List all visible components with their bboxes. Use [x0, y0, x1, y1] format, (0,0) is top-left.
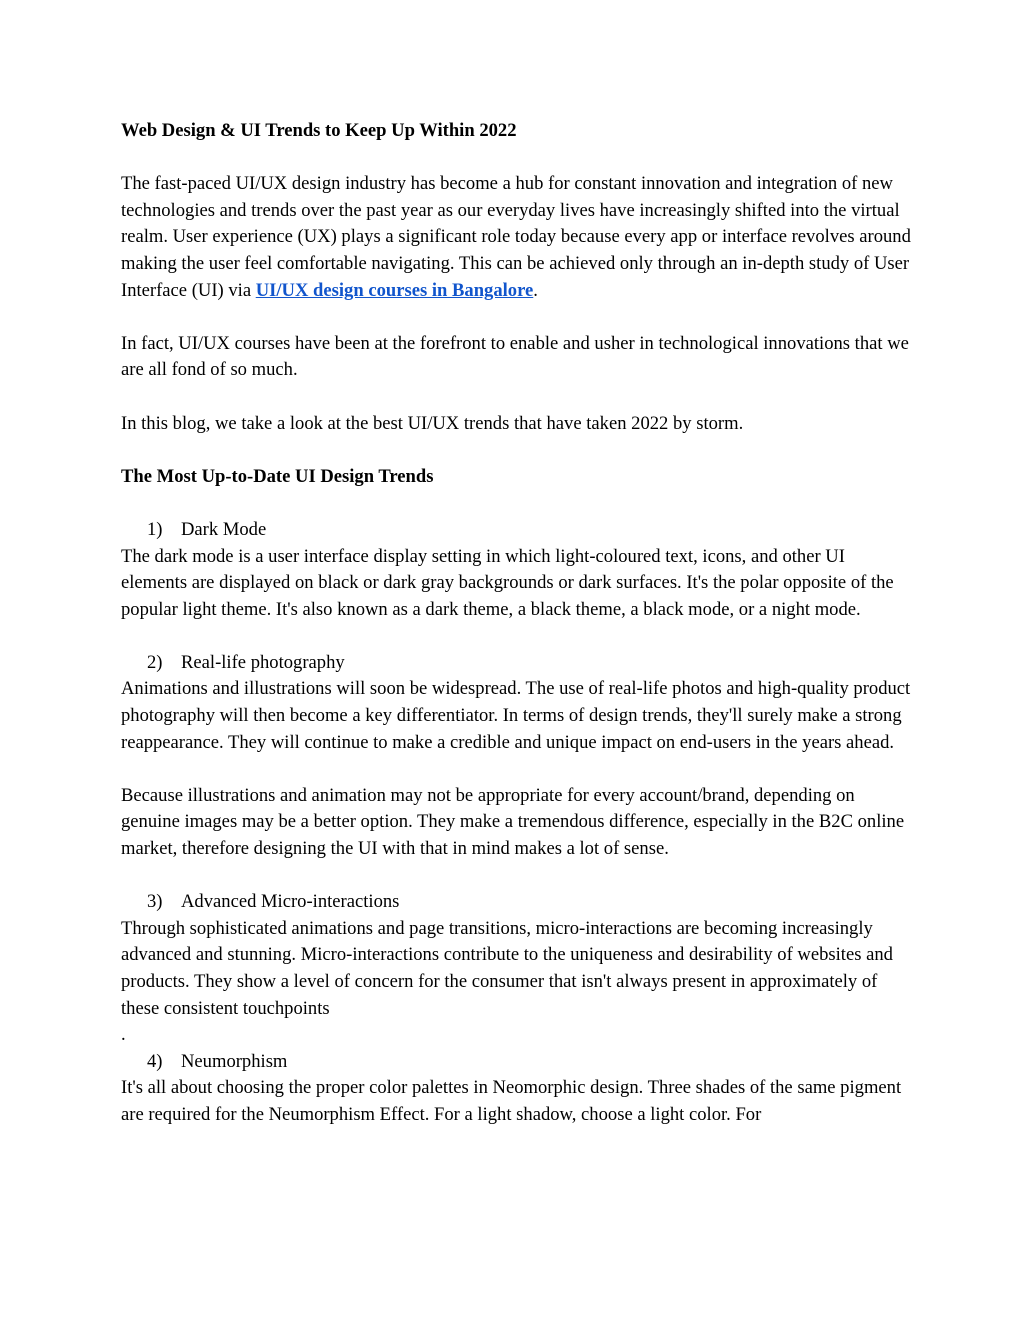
list-item-neumorphism	[121, 1049, 911, 1076]
list-item-real-life-photography	[121, 650, 911, 677]
neumorphism-paragraph: It's all about choosing the proper color palettes in Neomorphic design. Three shades of the same pigment are required for the Neumorphism Effect. For a light shadow, choose a light color. For	[121, 1077, 902, 1125]
list-label: Real-life photography	[181, 651, 345, 673]
section-heading: The Most Up-to-Date UI Design Trends	[121, 465, 434, 487]
document-title: Web Design & UI Trends to Keep Up Within 2022	[121, 120, 517, 141]
list-item-micro-interactions	[121, 889, 911, 916]
trailing-period: .	[121, 1024, 126, 1046]
intro-paragraph	[121, 171, 911, 304]
list-number: 2)	[147, 651, 163, 673]
list-label: Neumorphism	[181, 1050, 288, 1072]
intro-text: The fast-paced UI/UX design industry has become a hub for constant innovation and integration of new technologies and trends over the past year as our everyday lives have increasingly shifted into the virtual realm. User experience (UX) plays a significant role today because every app or interface revolves around making the user feel comfortable navigating. This can be achieved only through an in-depth study of User Interface (UI) via	[121, 173, 911, 301]
list-number: 3)	[147, 891, 163, 913]
micro-interactions-paragraph: Through sophisticated animations and page transitions, micro-interactions are becoming increasingly advanced and stunning. Micro-interactions contribute to the uniqueness and desirability of websites and products. They show a level of concern for the consumer that isn't always present in approximately of these consistent touchpoints	[121, 917, 893, 1019]
paragraph-blog: In this blog, we take a look at the best UI/UX trends that have taken 2022 by storm.	[121, 412, 744, 434]
list-number: 1)	[147, 518, 163, 540]
document-body	[121, 118, 911, 1129]
list-number: 4)	[147, 1050, 163, 1072]
photography-paragraph-1: Animations and illustrations will soon be widespread. The use of real-life photos and high-quality product photography will then become a key differentiator. In terms of design trends, they'll surely make a strong reappearance. They will continue to make a credible and unique impact on end-users in the years ahead.	[121, 678, 911, 753]
photography-paragraph-2: Because illustrations and animation may not be appropriate for every account/brand, depending on genuine images may be a better option. They make a tremendous difference, especially in the B2C online market, therefore designing the UI with that in mind makes a lot of sense.	[121, 784, 905, 860]
list-label: Dark Mode	[181, 518, 267, 540]
list-label: Advanced Micro-interactions	[181, 891, 400, 913]
courses-link[interactable]: UI/UX design courses in Bangalore	[255, 279, 534, 301]
paragraph-courses: In fact, UI/UX courses have been at the forefront to enable and usher in technological innovations that we are all fond of so much.	[121, 332, 909, 381]
intro-text-end: .	[533, 279, 538, 301]
list-item-dark-mode	[121, 517, 911, 544]
dark-mode-paragraph: The dark mode is a user interface display setting in which light-coloured text, icons, and other UI elements are displayed on black or dark gray backgrounds or dark surfaces. It's the polar opposite of the popular light theme. It's also known as a dark theme, a black theme, a black mode, or a night mode.	[121, 545, 894, 620]
